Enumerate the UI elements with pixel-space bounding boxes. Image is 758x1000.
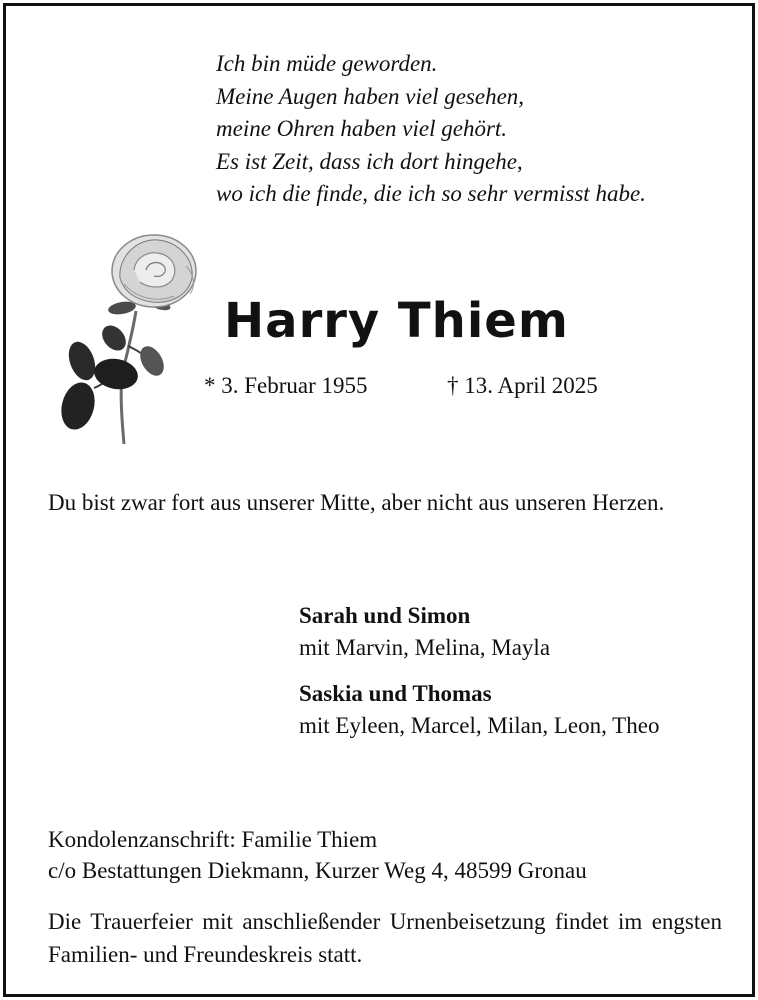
poem-line: Ich bin müde geworden. <box>216 51 438 76</box>
family-head: Saskia und Thomas <box>299 681 492 706</box>
ceremony-notice: Die Trauerfeier mit anschließender Urnenbeisetzung findet im engsten Familien- und Freundeskreis statt. <box>48 909 722 967</box>
address-line: c/o Bestattungen Diekmann, Kurzer Weg 4, 48599 Gronau <box>48 858 587 883</box>
condolence-address <box>48 824 587 886</box>
poem-line: wo ich die finde, die ich so sehr vermisst habe. <box>216 181 646 206</box>
family-group <box>299 678 659 742</box>
memorial-message: Du bist zwar fort aus unserer Mitte, aber nicht aus unseren Herzen. <box>48 490 665 515</box>
address-line: Kondolenzanschrift: Familie Thiem <box>48 827 378 852</box>
family-members: mit Marvin, Melina, Mayla <box>299 635 551 660</box>
birth-date: * 3. Februar 1955 <box>204 373 368 398</box>
family-group <box>299 600 550 664</box>
family-head: Sarah und Simon <box>299 603 471 628</box>
poem-line: Meine Augen haben viel gesehen, <box>216 83 525 109</box>
obituary-frame <box>3 3 755 997</box>
death-date: † 13. April 2025 <box>447 373 598 398</box>
family-members: mit Eyleen, Marcel, Milan, Leon, Theo <box>299 713 660 738</box>
deceased-name: Harry Thiem <box>224 293 569 349</box>
rose-icon <box>54 226 204 451</box>
poem-line: meine Ohren haben viel gehört. <box>216 116 508 141</box>
poem <box>216 48 736 211</box>
poem-line: Es ist Zeit, dass ich dort hingehe, <box>216 148 523 174</box>
